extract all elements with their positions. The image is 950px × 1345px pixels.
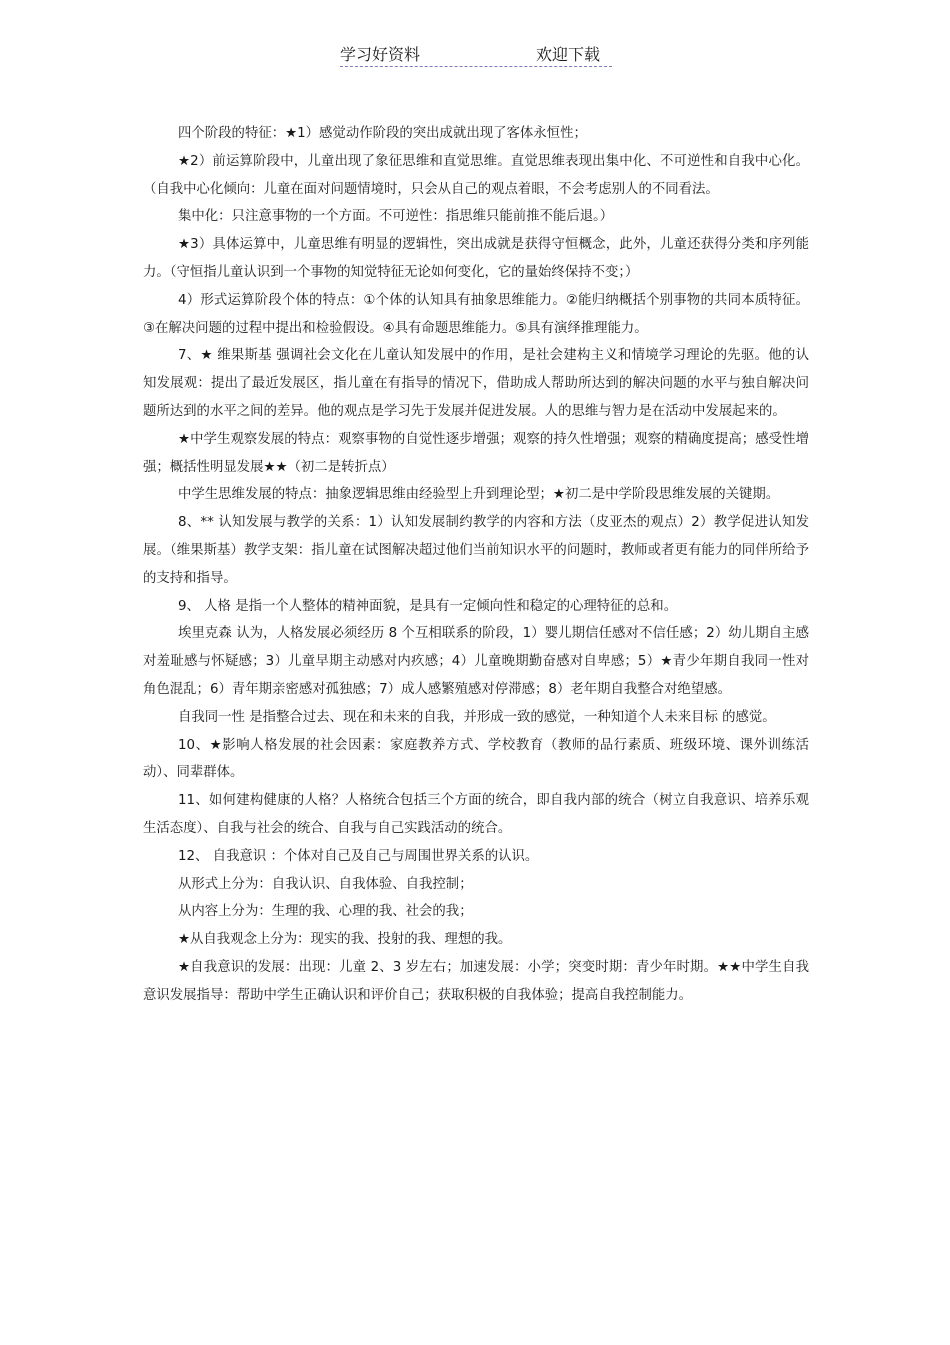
paragraph: ★2）前运算阶段中，儿童出现了象征思维和直觉思维。直觉思维表现出集中化、不可逆性和自我中心化。（自我中心化倾向：儿童在面对问题情境时，只会从自己的观点着眼，不会考虑别人的不同看法。 bbox=[143, 153, 809, 197]
header-right-text: 欢迎下载 bbox=[536, 45, 601, 64]
paragraph: 集中化：只注意事物的一个方面。不可逆性：指思维只能前推不能后退。） bbox=[178, 209, 614, 225]
paragraph: ★3）具体运算中，儿童思维有明显的逻辑性，突出成就是获得守恒概念，此外，儿童还获得分类和序列能力。（守恒指儿童认识到一个事物的知觉特征无论如何变化，它的量始终保持不变；） bbox=[143, 237, 809, 280]
paragraph: 9、 人格 是指一个人整体的精神面貌，是具有一定倾向性和稳定的心理特征的总和。 bbox=[178, 598, 678, 614]
paragraph: 10、★影响人格发展的社会因素：家庭教养方式、学校教育（教师的品行素质、班级环境、课外训练活动）、同辈群体。 bbox=[143, 737, 809, 781]
paragraph: ★中学生观察发展的特点：观察事物的自觉性逐步增强；观察的持久性增强；观察的精确度提高；感受性增强；概括性明显发展★★（初二是转折点） bbox=[143, 431, 809, 475]
paragraph: 从形式上分为：自我认识、自我体验、自我控制； bbox=[178, 876, 473, 892]
header-left-text: 学习好资料 bbox=[340, 45, 421, 64]
paragraph: 11、如何建构健康的人格？人格统合包括三个方面的统合，即自我内部的统合（树立自我意识、培养乐观生活态度）、自我与社会的统合、自我与自己实践活动的统合。 bbox=[143, 793, 809, 836]
paragraph: 从内容上分为：生理的我、心理的我、社会的我； bbox=[178, 904, 473, 920]
document-body bbox=[143, 120, 809, 1010]
paragraph: 自我同一性 是指整合过去、现在和未来的自我，并形成一致的感觉，一种知道个人未来目标 的感觉。 bbox=[178, 709, 776, 725]
paragraph: 8、** 认知发展与教学的关系：1）认知发展制约教学的内容和方法（皮亚杰的观点）2）教学促进认知发展。（维果斯基）教学支架：指儿童在试图解决超过他们当前知识水平的问题时，教师或者更有能力的同伴所给予的支持和指导。 bbox=[143, 515, 809, 586]
paragraph: 埃里克森 认为，人格发展必须经历 8 个互相联系的阶段，1）婴儿期信任感对不信任感；2）幼儿期自主感对羞耻感与怀疑感；3）儿童早期主动感对内疚感；4）儿童晚期勤奋感对自卑感；5）★青少年期自我同一性对角色混乱；6）青年期亲密感对孤独感；7）成人感繁殖感对停滞感；8）老年期自我整合对绝望感。 bbox=[143, 626, 809, 697]
paragraph: 中学生思维发展的特点：抽象逻辑思维由经验型上升到理论型；★初二是中学阶段思维发展的关键期。 bbox=[178, 487, 780, 503]
paragraph: ★自我意识的发展：出现：儿童 2、3 岁左右；加速发展：小学；突变时期：青少年时期。★★中学生自我意识发展指导：帮助中学生正确认识和评价自己；获取积极的自我体验；提高自我控制能力。 bbox=[143, 959, 809, 1003]
paragraph: 7、★ 维果斯基 强调社会文化在儿童认知发展中的作用，是社会建构主义和情境学习理论的先驱。他的认知发展观：提出了最近发展区，指儿童在有指导的情况下，借助成人帮助所达到的解决问题的水平与独自解决问题所达到的水平之间的差异。他的观点是学习先于发展并促进发展。人的思维与智力是在活动中发展起来的。 bbox=[143, 348, 809, 419]
page-header bbox=[340, 42, 612, 67]
paragraph: ★从自我观念上分为：现实的我、投射的我、理想的我。 bbox=[178, 932, 512, 948]
paragraph: 四个阶段的特征：★1）感觉动作阶段的突出成就出现了客体永恒性； bbox=[178, 126, 587, 141]
paragraph: 12、 自我意识 ：个体对自己及自己与周围世界关系的认识。 bbox=[178, 848, 539, 864]
paragraph: 4）形式运算阶段个体的特点：①个体的认知具有抽象思维能力。②能归纳概括个别事物的共同本质特征。③在解决问题的过程中提出和检验假设。④具有命题思维能力。⑤具有演绎推理能力。 bbox=[143, 292, 809, 336]
